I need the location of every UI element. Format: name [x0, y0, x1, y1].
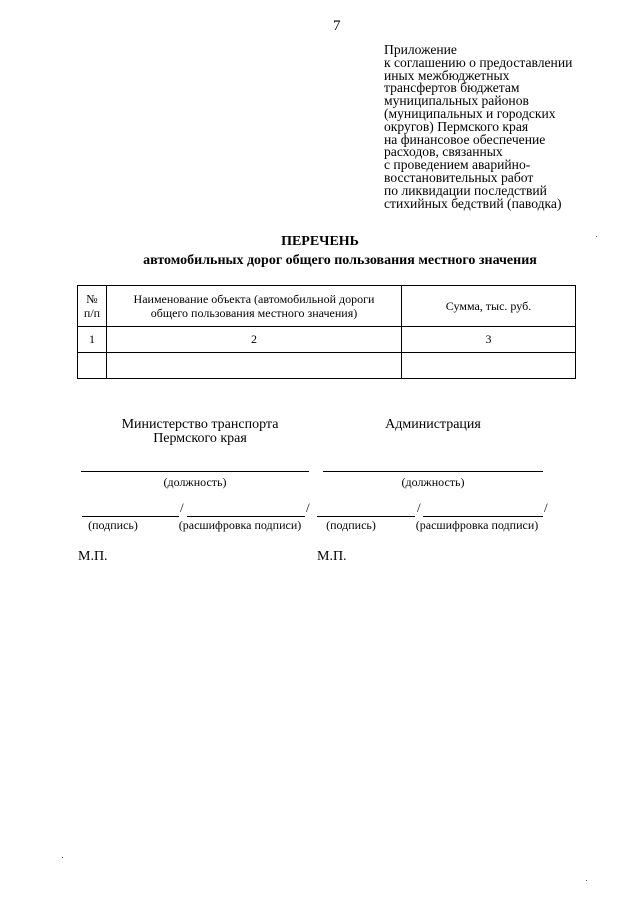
decoding-line-left — [187, 516, 305, 517]
signature-caption-left: (подпись) — [88, 518, 138, 532]
header-line: Сумма, тыс. руб. — [445, 299, 532, 313]
document-subtitle: автомобильных дорог общего пользования местного значения — [143, 253, 537, 268]
scan-speck — [596, 236, 597, 237]
appendix-line: восстановительных работ — [384, 169, 534, 185]
table-cell: 1 — [78, 327, 107, 353]
signature-caption-right: (подпись) — [326, 518, 376, 532]
organization-line: Пермского края — [153, 431, 247, 446]
signature-line-right — [317, 516, 415, 517]
header-number — [78, 286, 107, 327]
stamp-label-left: М.П. — [78, 549, 108, 564]
roads-table — [77, 285, 576, 379]
header-line: п/п — [83, 306, 101, 320]
appendix-line: Приложение — [384, 42, 457, 57]
separator-slash: / — [544, 500, 548, 515]
table-cell: 2 — [107, 327, 402, 353]
scan-speck — [586, 880, 587, 881]
position-caption-left: (должность) — [163, 475, 227, 489]
appendix-line: по ликвидации последствий — [384, 182, 547, 198]
page-number: 7 — [333, 18, 341, 34]
decoding-caption-right: (расшифровка подписи) — [415, 518, 539, 532]
table-cell — [78, 353, 107, 379]
position-line-left — [81, 471, 309, 472]
position-caption-right: (должность) — [401, 475, 465, 489]
appendix-line: иных межбюджетных — [384, 67, 510, 83]
table-cell: 3 — [402, 327, 576, 353]
decoding-line-right — [423, 516, 543, 517]
decoding-caption-left: (расшифровка подписи) — [178, 518, 302, 532]
appendix-line: к соглашению о предоставлении — [384, 54, 573, 70]
ministry-name — [100, 418, 300, 446]
organization-line: Администрация — [385, 417, 481, 432]
signature-line-left — [82, 516, 179, 517]
appendix-line: (муниципальных и городских — [384, 105, 556, 121]
header-line: № — [86, 292, 98, 306]
table-cell — [107, 353, 402, 379]
header-line: общего пользования местного значения) — [150, 306, 358, 320]
scan-speck — [62, 857, 63, 858]
table-row — [78, 353, 576, 379]
header-line: Наименование объекта (автомобильной дороги — [133, 292, 375, 306]
organization-line: Министерство транспорта — [121, 417, 279, 432]
appendix-line: трансфертов бюджетам — [384, 80, 520, 96]
table-cell — [402, 353, 576, 379]
position-line-right — [323, 471, 543, 472]
appendix-header — [384, 44, 624, 210]
table-header-row — [78, 286, 576, 327]
document-title: ПЕРЕЧЕНЬ — [281, 234, 359, 249]
appendix-line: с проведением аварийно- — [384, 157, 531, 173]
separator-slash: / — [180, 500, 184, 515]
header-sum — [402, 286, 576, 327]
appendix-line: муниципальных районов — [384, 93, 529, 109]
appendix-line: расходов, связанных — [384, 144, 503, 160]
table-row — [78, 327, 576, 353]
separator-slash: / — [417, 500, 421, 515]
separator-slash: / — [306, 500, 310, 515]
appendix-line: на финансовое обеспечение — [384, 131, 546, 147]
appendix-line: стихийных бедствий (паводка) — [384, 195, 562, 211]
administration-name — [348, 418, 518, 432]
stamp-label-right: М.П. — [317, 549, 347, 564]
appendix-line: округов) Пермского края — [384, 118, 529, 134]
header-object-name — [107, 286, 402, 327]
